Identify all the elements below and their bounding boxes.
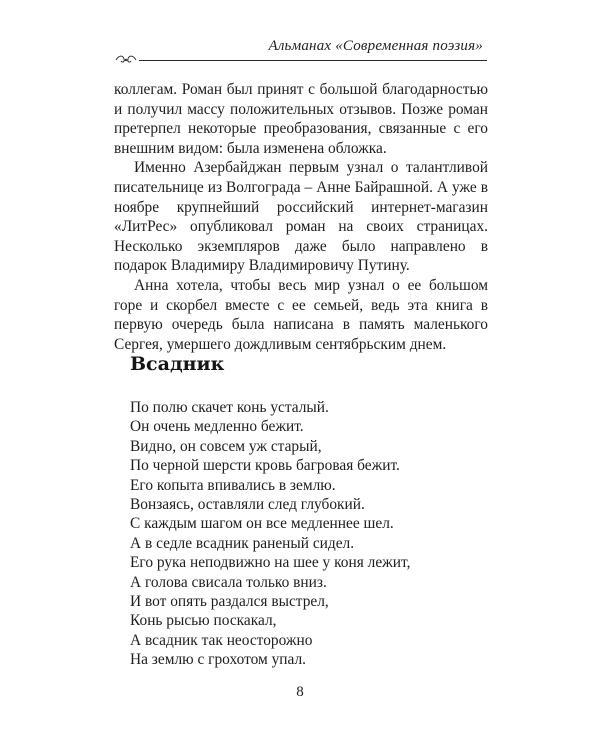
- poem-line: Его рука неподвижно на шее у коня лежит,: [130, 554, 411, 572]
- page-number: 8: [296, 684, 304, 700]
- prose-block: [114, 80, 488, 354]
- running-title: Альманах «Современная поэзия»: [268, 38, 483, 54]
- paragraph: коллегам. Роман был принят с большой благодарностью и получил массу положительных отзывов. Позже роман претерпел некоторые преобразования, связанные с его внешним видом: была изменена обложка.: [114, 81, 488, 157]
- poem-line: Его копыта впивались в землю.: [130, 476, 336, 494]
- poem-line: По черной шерсти кровь багровая бежит.: [130, 457, 400, 475]
- poem-line: По полю скачет конь усталый.: [130, 399, 329, 416]
- running-header: [115, 30, 487, 70]
- paragraph: Анна хотела, чтобы весь мир узнал о ее большом горе и скорбел вместе с ее семьей, ведь эта книга в первую очередь была написана в память маленького Сергея, умершего дождливым сентябрьским днем.: [114, 276, 488, 353]
- poem-line: На землю с грохотом упал.: [130, 651, 307, 669]
- poem-line: Видно, он совсем уж старый,: [130, 437, 322, 455]
- header-rule: [139, 60, 487, 61]
- poem-line: Он очень медленно бежит.: [130, 418, 304, 436]
- poem-line: И вот опять раздался выстрел,: [130, 593, 329, 611]
- scroll-flourish-icon: [115, 54, 137, 66]
- poem: [130, 398, 490, 670]
- section-title: Всадник: [130, 353, 225, 375]
- paragraph: Именно Азербайджан первым узнал о талантливой писательнице из Волгограда – Анне Байрашной. А уже в ноябре крупнейший российский интернет-магазин «ЛитРес» опубликовал роман на своих страницах. Несколько экземпляров даже было направлено в подарок Владимиру Владимировичу Путину.: [114, 159, 488, 275]
- poem-line: А всадник так неосторожно: [130, 631, 313, 649]
- poem-line: А голова свисала только вниз.: [130, 573, 327, 591]
- poem-line: А в седле всадник раненый сидел.: [130, 534, 355, 552]
- poem-line: Вонзаясь, оставляли след глубокий.: [130, 496, 365, 514]
- poem-line: С каждым шагом он все медленнее шел.: [130, 515, 394, 533]
- poem-line: Конь рысью поскакал,: [130, 612, 277, 630]
